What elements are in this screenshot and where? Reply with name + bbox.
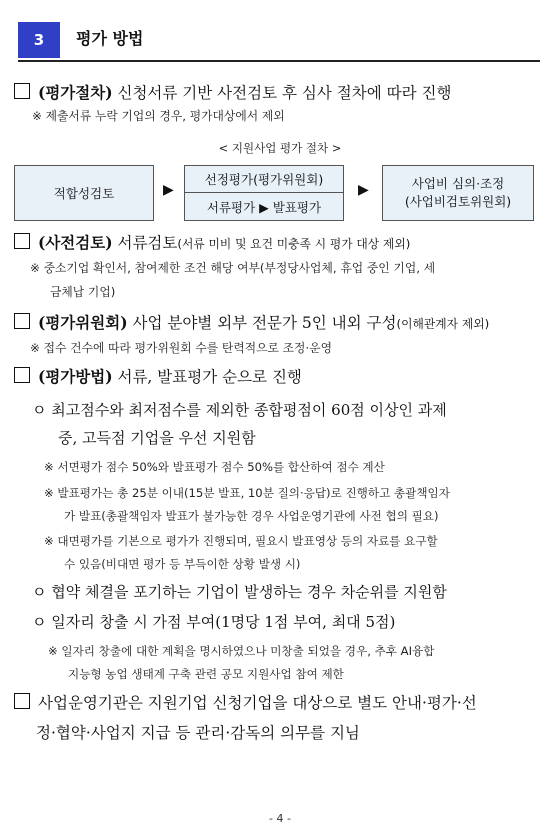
budget-review-line2: (사업비검토위원회) <box>404 194 512 209</box>
checkbox-square-icon <box>14 233 30 249</box>
note-sme-check-2: 금체납 기업) <box>50 285 116 299</box>
note-job-plan-1: ※ 일자리 창출에 대한 계획을 명시하였으나 미창출 되었을 경우, 추후 AI융합 <box>48 644 435 658</box>
header-underline <box>18 60 540 62</box>
checkbox-square-icon <box>14 367 30 383</box>
bullet-next-rank: ㅇ 협약 체결을 포기하는 기업이 발생하는 경우 차순위를 지원함 <box>32 583 447 601</box>
bullet-score-rule-2: 중, 고득점 기업을 우선 지원함 <box>58 429 256 447</box>
para-pre-review: (사전검토) 서류검토(서류 미비 및 요건 미충족 시 평가 대상 제외) <box>14 230 410 257</box>
note-missing-docs: ※ 제출서류 누락 기업의 경우, 평가대상에서 제외 <box>32 109 285 123</box>
para-evaluation-procedure: (평가절차) 신청서류 기반 사전검토 후 심사 절차에 따라 진행 <box>14 80 451 106</box>
note-sme-check-1: ※ 중소기업 확인서, 참여제한 조건 해당 여부(부정당사업체, 휴업 중인 기업, 세 <box>30 261 436 275</box>
checkbox-square-icon <box>14 313 30 329</box>
note-job-plan-2: 지능형 농업 생태계 구축 관련 공모 지원사업 참여 제한 <box>68 667 344 681</box>
section-header <box>18 18 540 62</box>
note-score-calc: ※ 서면평가 점수 50%와 발표평가 점수 50%를 합산하여 점수 계산 <box>44 460 385 474</box>
para-eval-method: (평가방법) 서류, 발표평가 순으로 진행 <box>14 364 302 390</box>
para-operator-duty-2: 정·협약·사업지 지급 등 관리·감독의 의무를 지님 <box>36 724 360 742</box>
para-committee: (평가위원회) 사업 분야별 외부 전문가 5인 내외 구성(이해관계자 제외) <box>14 310 489 337</box>
arrow-right-icon: ▶ <box>163 182 174 198</box>
bullet-job-bonus: ㅇ 일자리 창출 시 가점 부여(1명당 1점 부여, 최대 5점) <box>32 613 396 631</box>
diagram-box-selection-eval: 선정평가(평가위원회) <box>184 165 344 192</box>
note-committee-count: ※ 접수 건수에 따라 평가위원회 수를 탄력적으로 조정·운영 <box>30 341 332 355</box>
note-facetoface-2: 수 있음(비대면 평가 등 부득이한 상황 발생 시) <box>64 557 301 571</box>
page-number: - 4 - <box>269 812 291 825</box>
diagram-box-budget-review <box>382 165 534 221</box>
para-operator-duty-1: 사업운영기관은 지원기업 신청기업을 대상으로 별도 안내·평가·선 <box>14 690 477 716</box>
section-number: 3 <box>18 22 60 58</box>
checkbox-square-icon <box>14 83 30 99</box>
budget-review-line1: 사업비 심의·조정 <box>411 176 505 191</box>
diagram-box-suitability: 적합성검토 <box>14 165 154 221</box>
diagram-box-doc-presentation: 서류평가 ▶ 발표평가 <box>184 192 344 221</box>
bullet-score-rule-1: ㅇ 최고점수와 최저점수를 제외한 종합평점이 60점 이상인 과제 <box>32 401 447 419</box>
note-presentation-2: 가 발표(총괄책임자 발표가 불가능한 경우 사업운영기관에 사전 협의 필요) <box>64 509 439 523</box>
note-facetoface-1: ※ 대면평가를 기본으로 평가가 진행되며, 필요시 발표영상 등의 자료를 요구할 <box>44 534 438 548</box>
section-title: 평가 방법 <box>76 29 144 48</box>
arrow-right-icon: ▶ <box>358 182 369 198</box>
diagram-caption: < 지원사업 평가 절차 > <box>218 141 342 155</box>
checkbox-square-icon <box>14 693 30 709</box>
note-presentation-1: ※ 발표평가는 총 25분 이내(15분 발표, 10분 질의·응답)로 진행하고 총괄책임자 <box>44 486 450 500</box>
